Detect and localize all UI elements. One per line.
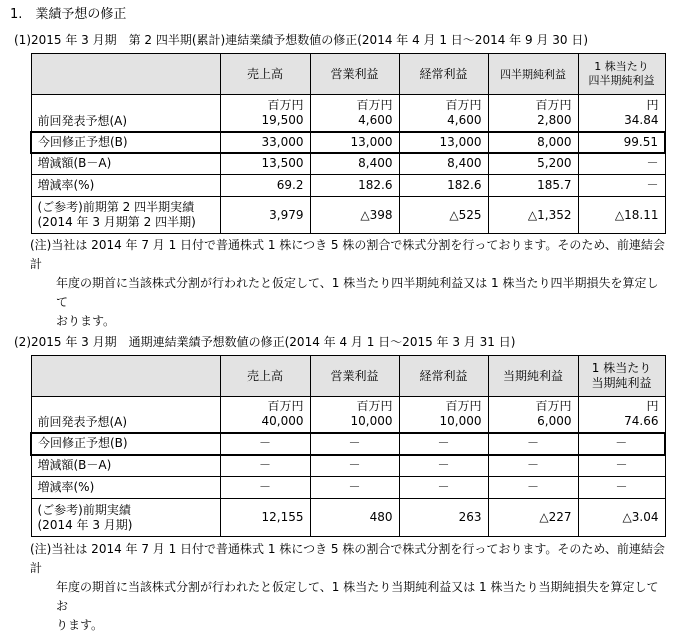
table-row-highlighted (31, 132, 665, 153)
cell-value: － (220, 477, 310, 499)
header-eps (578, 54, 665, 95)
note-line: ります。 (56, 618, 104, 632)
cell-value: 13,500 (220, 153, 310, 175)
cell-value: 182.6 (399, 175, 488, 197)
header-eps-line2: 四半期純利益 (588, 74, 655, 87)
cell-value: － (310, 455, 399, 477)
unit: 百万円 (535, 399, 572, 414)
value: 10,000 (350, 414, 393, 429)
row-label-line1: (ご参考)前期第 2 四半期実績 (37, 200, 195, 214)
table-row (31, 397, 665, 433)
value: 6,000 (537, 414, 572, 429)
cell-value: － (310, 477, 399, 499)
cell-value: 12,155 (220, 499, 310, 537)
row-label (31, 499, 220, 537)
value: 10,000 (439, 414, 482, 429)
header-sales: 売上高 (220, 356, 310, 397)
cell-value: － (220, 455, 310, 477)
header-blank-cell (31, 54, 220, 95)
row-label-line2: (2014 年 3 月期第 2 四半期) (37, 215, 196, 229)
header-eps-line1: 1 株当たり (594, 60, 649, 73)
cell-value: 8,400 (399, 153, 488, 175)
cell-value: － (220, 433, 310, 455)
value: 34.84 (624, 112, 659, 127)
row-label: 今回修正予想(B) (31, 433, 220, 455)
cell-value: 263 (399, 499, 488, 537)
note-line: (注)当社は 2014 年 7 月 1 日付で普通株式 1 株につき 5 株の割合で株式分割を行っております。そのため、前連結会計 (30, 238, 665, 271)
note-line: 年度の期首に当該株式分割が行われたと仮定して、1 株当たり四半期純利益又は 1 株当たり四半期損失を算定して (56, 276, 659, 309)
header-ordinary-profit: 経常利益 (399, 54, 488, 95)
value: 19,500 (261, 112, 304, 127)
cell-value: 3,979 (220, 197, 310, 234)
cell-value: △525 (399, 197, 488, 234)
cell-value: － (488, 455, 578, 477)
row-label (31, 197, 220, 234)
header-eps-line1: 1 株当たり (591, 361, 652, 375)
cell-value: 8,400 (310, 153, 399, 175)
value: 4,600 (358, 112, 393, 127)
cell-value: 69.2 (220, 175, 310, 197)
note-line: おります。 (56, 314, 116, 328)
cell-value (310, 397, 399, 433)
cell-value: 8,000 (488, 132, 578, 153)
table-row-highlighted (31, 433, 665, 455)
row-label: 増減率(%) (31, 175, 220, 197)
header-blank-cell (31, 356, 220, 397)
unit: 円 (646, 399, 659, 414)
cell-value: － (310, 433, 399, 455)
header-ordinary-profit: 経常利益 (399, 356, 488, 397)
header-eps (578, 356, 665, 397)
cell-value (220, 95, 310, 132)
row-label: 今回修正予想(B) (31, 132, 220, 153)
table-row (31, 95, 665, 132)
unit: 百万円 (267, 97, 304, 112)
cell-value: － (488, 433, 578, 455)
unit: 百万円 (445, 97, 482, 112)
cell-value: － (578, 175, 665, 197)
header-net-income: 当期純利益 (488, 356, 578, 397)
value: 40,000 (261, 414, 304, 429)
unit: 百万円 (356, 399, 393, 414)
cell-value: － (399, 477, 488, 499)
cell-value: △227 (488, 499, 578, 537)
unit: 百万円 (267, 399, 304, 414)
cell-value: － (578, 433, 665, 455)
unit: 百万円 (445, 399, 482, 414)
row-label: 増減率(%) (31, 477, 220, 499)
cell-value (399, 397, 488, 433)
row-label: 増減額(B－A) (31, 153, 220, 175)
cell-value: 182.6 (310, 175, 399, 197)
cell-value (578, 397, 665, 433)
row-label: 前回発表予想(A) (31, 397, 220, 433)
row-label: 増減額(B－A) (31, 455, 220, 477)
header-operating-profit: 営業利益 (310, 356, 399, 397)
value: 2,800 (537, 112, 572, 127)
cell-value: 13,000 (310, 132, 399, 153)
cell-value: 185.7 (488, 175, 578, 197)
cell-value: △18.11 (578, 197, 665, 234)
unit: 百万円 (535, 97, 572, 112)
forecast-table-q2 (30, 53, 666, 234)
section2-note (30, 540, 670, 635)
cell-value: 33,000 (220, 132, 310, 153)
table-row (31, 175, 665, 197)
cell-value: － (488, 477, 578, 499)
cell-value (578, 95, 665, 132)
header-net-income: 四半期純利益 (488, 54, 578, 95)
cell-value: － (578, 455, 665, 477)
cell-value (488, 95, 578, 132)
cell-value (399, 95, 488, 132)
table-row (31, 499, 665, 537)
section2-subtitle: (2)2015 年 3 月期 通期連結業績予想数値の修正(2014 年 4 月 1 日～2015 年 3 月 31 日) (14, 335, 516, 349)
value: 4,600 (447, 112, 482, 127)
table-row (31, 455, 665, 477)
cell-value (310, 95, 399, 132)
cell-value (488, 397, 578, 433)
header-operating-profit: 営業利益 (310, 54, 399, 95)
unit: 百万円 (356, 97, 393, 112)
cell-value: 99.51 (578, 132, 665, 153)
cell-value: △1,352 (488, 197, 578, 234)
table-header-row (31, 356, 665, 397)
note-line: (注)当社は 2014 年 7 月 1 日付で普通株式 1 株につき 5 株の割合で株式分割を行っております。そのため、前連結会計 (30, 542, 665, 575)
cell-value: △3.04 (578, 499, 665, 537)
table-row (31, 153, 665, 175)
cell-value: － (399, 433, 488, 455)
unit: 円 (646, 97, 659, 112)
header-sales: 売上高 (220, 54, 310, 95)
cell-value (220, 397, 310, 433)
section-title: 1. 業績予想の修正 (10, 7, 127, 22)
row-label-line1: (ご参考)前期実績 (37, 502, 131, 517)
note-line: 年度の期首に当該株式分割が行われたと仮定して、1 株当たり当期純利益又は 1 株当たり当期純損失を算定してお (56, 580, 659, 613)
cell-value: － (578, 153, 665, 175)
table-row (31, 197, 665, 234)
cell-value: 13,000 (399, 132, 488, 153)
cell-value: 5,200 (488, 153, 578, 175)
table-row (31, 477, 665, 499)
row-label-line2: (2014 年 3 月期) (37, 517, 133, 532)
cell-value: － (578, 477, 665, 499)
section1-note (30, 236, 670, 331)
header-eps-line2: 当期純利益 (591, 376, 652, 390)
section1-subtitle: (1)2015 年 3 月期 第 2 四半期(累計)連結業績予想数値の修正(2014 年 4 月 1 日～2014 年 9 月 30 日) (14, 33, 589, 47)
forecast-table-full-year (30, 355, 666, 537)
table-header-row (31, 54, 665, 95)
value: 74.66 (624, 414, 659, 429)
cell-value: 480 (310, 499, 399, 537)
cell-value: △398 (310, 197, 399, 234)
cell-value: － (399, 455, 488, 477)
row-label: 前回発表予想(A) (31, 95, 220, 132)
